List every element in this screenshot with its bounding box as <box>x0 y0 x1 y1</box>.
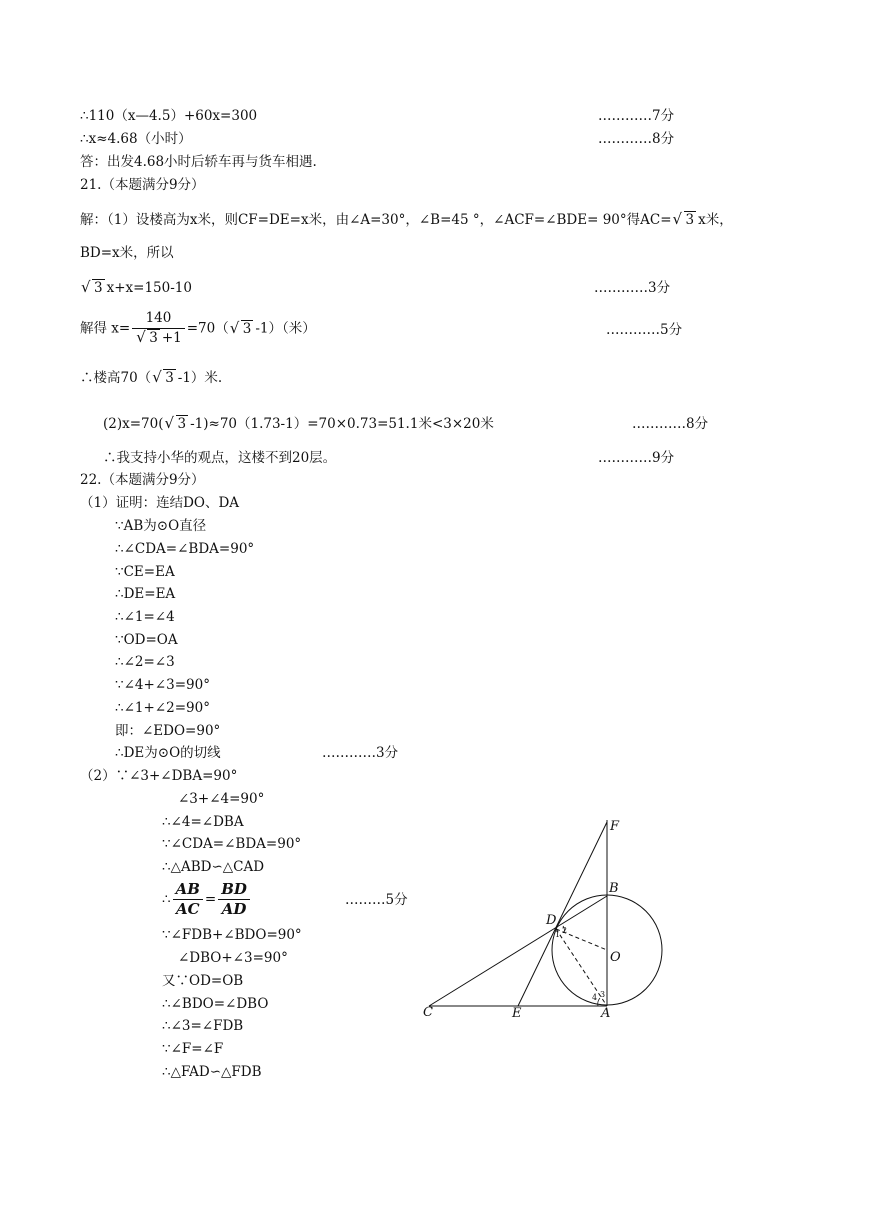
proof-step: ∴△ABD∽△CAD <box>162 859 265 875</box>
label-E: E <box>512 1006 522 1021</box>
q21-part2: (2)x=70(√ 3 -1)≈70（1.73-1）=70×0.73=51.1米<3×20米 <box>103 415 494 433</box>
ratio-right: $\frac{BD}{AD}$ <box>218 881 250 918</box>
sqrt-3: √ 3 <box>152 369 176 387</box>
fraction-denominator: √ 3 +1 <box>132 329 185 347</box>
line-approx: ∴x≈4.68（小时） <box>80 131 192 147</box>
score-8-part2: …………8分 <box>632 416 709 432</box>
proof-step: ∴∠2=∠3 <box>115 654 175 670</box>
q21-equation <box>80 279 192 297</box>
sqrt-3: √ 3 <box>673 211 697 229</box>
proof-step: ∵∠FDB+∠BDO=90° <box>162 927 302 943</box>
proof-step: ∴∠1=∠4 <box>115 609 175 625</box>
proof-step: ∴∠4=∠DBA <box>162 814 244 830</box>
line-CB <box>429 896 607 1006</box>
solve-text-c: -1）（米） <box>255 320 316 337</box>
angle-label-3: 3 <box>600 990 606 999</box>
sqrt-3: √ 3 <box>81 279 105 297</box>
label-O: O <box>610 950 621 965</box>
proof-step: ∵OD=OA <box>115 632 178 648</box>
label-C: C <box>423 1005 433 1020</box>
q21-text-a: 解：（1）设楼高为x米，则CF=DE=x米，由∠A=30°，∠B=45 °，∠ACF=∠BDE= 90°得AC= <box>80 212 672 228</box>
proof-step: ∵∠F=∠F <box>162 1041 224 1057</box>
q21-solution-line1 <box>80 211 733 229</box>
proof-step: ∵CE=EA <box>115 564 175 580</box>
line-EF <box>518 822 607 1006</box>
proof-step: 又∵OD=OB <box>162 973 244 989</box>
angle-label-2: 2 <box>562 926 568 935</box>
score-8: …………8分 <box>598 131 675 147</box>
ratio-left: $\frac{AB}{AC}$ <box>173 881 203 918</box>
solve-text-b: =70（ <box>186 320 229 337</box>
q21-conclusion: ∴我支持小华的观点，这楼不到20层。 <box>103 450 337 466</box>
proof-step: ∴∠CDA=∠BDA=90° <box>115 541 255 557</box>
q21-text-b: x米， <box>698 212 733 228</box>
proof-step: ∠DBO+∠3=90° <box>178 950 288 966</box>
angle-label-4: 4 <box>592 993 598 1002</box>
sqrt-3: √ 3 <box>230 320 254 338</box>
line-equation: ∴110（x—4.5）+60x=300 <box>80 108 258 124</box>
score-7: …………7分 <box>598 108 675 124</box>
score-3: …………3分 <box>594 280 671 296</box>
q22-part2-heading: （2）∵∠3+∠DBA=90° <box>80 768 238 784</box>
proof-step: ∴∠1+∠2=90° <box>115 700 210 716</box>
equation-text: x+x=150-10 <box>106 280 192 296</box>
q22-part1-heading: （1）证明：连结DO、DA <box>80 495 240 511</box>
solve-label: 解得 x= <box>80 320 131 337</box>
q21-solution-line2: BD=x米，所以 <box>80 245 174 261</box>
q21-heading: 21.（本题满分9分） <box>80 177 205 193</box>
score-9: …………9分 <box>598 450 675 466</box>
proof-step: ∵∠4+∠3=90° <box>115 677 210 693</box>
q21-height-result: ∴楼高70（√ 3 -1）米. <box>80 369 222 387</box>
proof-step: ∴∠3=∠FDB <box>162 1018 244 1034</box>
angle-label-1: 1 <box>555 930 561 939</box>
label-F: F <box>610 819 620 834</box>
proof-step: ∴∠BDO=∠DBO <box>162 996 269 1012</box>
proof-step: 即：∠EDO=90° <box>115 723 221 739</box>
score-3-part1: …………3分 <box>322 745 399 761</box>
label-D: D <box>546 913 557 928</box>
sqrt-3: √ 3 <box>165 415 189 433</box>
label-A: A <box>601 1006 611 1021</box>
proof-step: ∵∠CDA=∠BDA=90° <box>162 836 302 852</box>
score-5-part2: ………5分 <box>345 892 408 908</box>
line-answer: 答：出发4.68小时后轿车再与货车相遇. <box>80 154 317 170</box>
q22-heading: 22.（本题满分9分） <box>80 472 205 488</box>
q21-solve-line <box>80 310 316 347</box>
proof-step: ∴DE为⊙O的切线 <box>115 745 221 761</box>
fraction <box>132 310 185 347</box>
proof-step: ∵AB为⊙O直径 <box>115 518 207 534</box>
label-B: B <box>609 881 619 896</box>
proof-step: ∴DE=EA <box>115 586 176 602</box>
fraction-numerator: 140 <box>132 310 185 329</box>
ratio-line: ∴ $\frac{AB}{AC}$ = $\frac{BD}{AD}$ <box>162 881 252 918</box>
proof-step: ∴△FAD∽△FDB <box>162 1064 262 1080</box>
geometry-figure <box>415 812 675 1027</box>
score-5: …………5分 <box>606 322 683 338</box>
proof-step: ∠3+∠4=90° <box>178 791 265 807</box>
